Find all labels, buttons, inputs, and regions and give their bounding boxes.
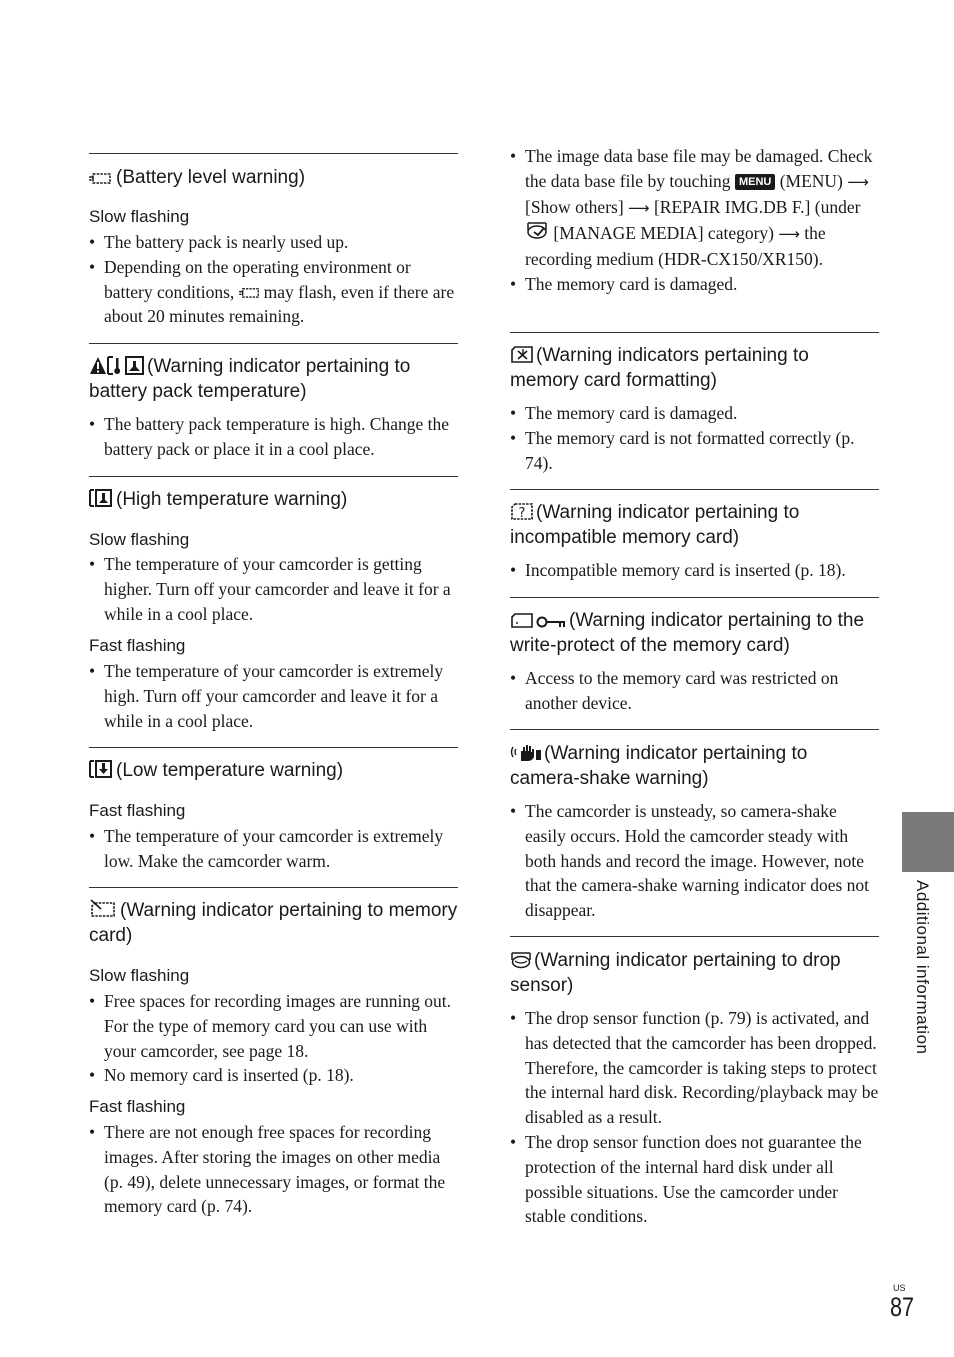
list-item: • The memory card is not formatted correctly (p. 74). [510,426,879,476]
write-protect-list [510,666,879,716]
battery-level-list [89,230,458,329]
list-item: • The camcorder is unsteady, so camera-shake easily occurs. Hold the camcorder steady with both hands and record the image. However, note that the camera-shake warning indicator does not disappear. [510,799,879,923]
list-item: • Incompatible memory card is inserted (p. 18). [510,558,879,583]
incompatible-card-heading: ? (Warning indicator pertaining to incompatible memory card) [510,502,800,548]
subheading-slow-flashing: Slow flashing [89,207,190,226]
list-item: • The temperature of your camcorder is extremely low. Make the camcorder warm. [89,824,458,874]
incompatible-card-icon [510,502,534,521]
drop-sensor-heading: (Warning indicator pertaining to drop sensor) [510,950,841,996]
list-item: • The temperature of your camcorder is extremely high. Turn off your camcorder and leave it for a while in a cool place. [89,659,458,733]
list-item: • Depending on the operating environment or battery conditions, may flash, even if there are about 20 minutes remaining. [89,255,458,329]
arrow-right-icon: ⟶ [778,225,800,244]
page-region-code: US [893,1283,906,1293]
low-temp-list [89,824,458,874]
list-item: • The memory card is damaged. [510,272,879,297]
memory-format-heading: (Warning indicators pertaining to memory card formatting) [510,345,809,391]
key-icon [536,615,566,629]
subheading-fast-flashing: Fast flashing [89,801,186,820]
arrow-right-icon: ⟶ [628,198,650,217]
memory-card-format-icon [510,345,534,364]
section-divider [510,332,879,333]
battery-temp-heading: (Warning indicator pertaining to battery pack temperature) [89,356,411,402]
svg-text:?: ? [518,506,526,521]
battery-empty-icon [89,170,113,186]
battery-level-heading: (Battery level warning) [89,165,458,190]
camera-shake-heading: (Warning indicator pertaining to camera-shake warning) [510,743,808,789]
battery-empty-icon [239,285,261,300]
memory-card-icon [89,898,117,918]
section-tab-marker [902,812,954,872]
low-temp-heading: (Low temperature warning) [89,758,458,783]
subheading-slow-flashing: Slow flashing [89,530,190,549]
memory-card-slow-list [89,989,458,1088]
subheading-fast-flashing: Fast flashing [89,636,186,655]
subheading-slow-flashing: Slow flashing [89,966,190,985]
incompatible-card-list [510,558,879,583]
memory-card-fast-list [89,1120,463,1219]
low-temperature-icon [89,759,113,779]
list-item: • The drop sensor function does not guarantee the protection of the internal hard disk under all possible situations. Use the camcorder under stable conditions. [510,1130,879,1229]
memory-format-list [510,401,879,475]
section-divider [510,489,879,490]
list-item: • The temperature of your camcorder is getting higher. Turn off your camcorder and leave it for a while in a cool place. [89,552,458,626]
high-temp-slow-list [89,552,458,626]
camera-shake-list [510,799,879,923]
section-divider [510,936,879,937]
section-divider [89,153,458,154]
list-item: • The image data base file may be damaged. Check the data base file by touching MENU (MENU) ⟶ [Show others] ⟶ [REPAIR IMG.DB F.] (under [MANAGE MEDIA] category) ⟶ the recording medium (HDR-CX150/XR150). [510,144,879,272]
subheading-fast-flashing: Fast flashing [89,1097,186,1116]
section-divider [510,729,879,730]
high-temp-heading: (High temperature warning) [89,487,458,512]
section-divider [89,747,458,748]
list-item: • There are not enough free spaces for recording images. After storing the images on other media (p. 49), delete unnecessary images, or format the memory card (p. 74). [89,1120,463,1219]
high-temperature-icon [89,488,113,508]
drop-sensor-list [510,1006,879,1229]
list-item: • Access to the memory card was restricted on another device. [510,666,879,716]
battery-temp-list [89,412,458,462]
menu-button-badge: MENU [735,174,775,190]
memory-card-heading: (Warning indicator pertaining to memory card) [89,900,458,946]
section-divider [89,343,458,344]
list-item: • The memory card is damaged. [510,401,879,426]
list-item: • No memory card is inserted (p. 18). [89,1063,458,1088]
list-item: • The battery pack temperature is high. Change the battery pack or place it in a cool place. [89,412,458,462]
camera-shake-icon [510,743,542,762]
page-number: 87 [890,1292,915,1322]
section-divider [89,887,458,888]
section-divider [510,597,879,598]
high-temp-fast-list [89,659,458,733]
battery-temperature-warning-icon [89,355,145,375]
write-protect-heading: (Warning indicator pertaining to the write-protect of the memory card) [510,610,865,656]
memory-card-icon [510,612,534,629]
list-item: • The battery pack is nearly used up. [89,230,458,255]
manage-media-icon [525,220,549,240]
arrow-right-icon: ⟶ [847,172,869,191]
list-item: • The drop sensor function (p. 79) is activated, and has detected that the camcorder has been dropped. Therefore, the camcorder is taking steps to protect the internal hard disk. Recording/playback may be disabled as a result. [510,1006,879,1130]
section-side-label: Additional information [913,880,932,1055]
drop-sensor-icon [510,951,532,969]
database-list [510,144,879,297]
section-divider [89,476,458,477]
list-item: • Free spaces for recording images are running out. For the type of memory card you can use with your camcorder, see page 18. [89,989,458,1063]
